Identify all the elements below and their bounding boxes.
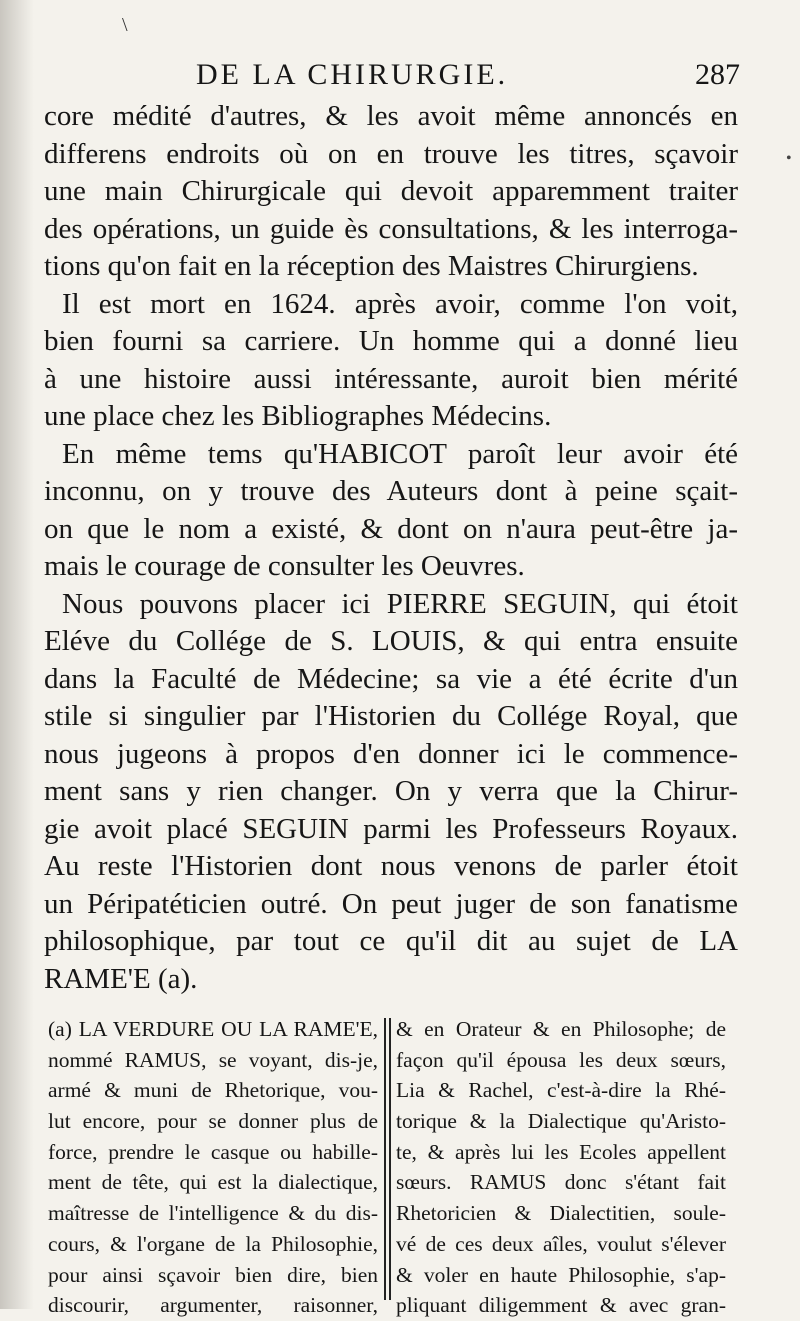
text-line: on que le nom a existé, & dont on n'aura peut-être ja- [44,512,738,545]
text-line: Au reste l'Historien dont nous venons de parler étoit [44,850,738,882]
text-line: bien fourni sa carriere. Un homme qui a donné lieu [44,325,738,357]
text-line: Eléve du Collége de S. LOUIS, & qui entra ensuite [44,625,738,657]
text-line: philosophique, par tout ce qu'il dit au sujet de LA [44,925,738,957]
footnote-column-left [48,1014,378,1321]
text-line: Nous pouvons placer ici PIERRE SEGUIN, qui étoit [62,587,738,620]
footnote-line: force, prendre le casque ou habille- [48,1139,378,1164]
footnote [44,1014,744,1318]
text-line: une main Chirurgicale qui devoit apparemment traiter [44,175,738,207]
text-line: des opérations, un guide ès consultations, & les interroga- [44,212,738,245]
running-head: DE LA CHIRURGIE. [196,58,509,91]
footnote-line: cours, & l'organe de la Philosophie, [48,1231,378,1256]
footnote-line: Lia & Rachel, c'est-à-dire la Rhé- [396,1078,726,1103]
footnote-line: lut encore, pour se donner plus de [48,1109,378,1134]
page-number: 287 [695,58,740,91]
footnote-line: maîtresse de l'intelligence & du dis- [48,1201,378,1226]
text-line: un Péripatéticien outré. On peut juger de son fanatisme [44,887,738,920]
footnote-line: (a) LA VERDURE OU LA RAME'E, [48,1017,378,1041]
footnote-line: armé & muni de Rhetorique, vou- [48,1078,378,1103]
footnote-line: Rhetoricien & Dialectitien, soule- [396,1201,726,1226]
text-line: mais le courage de consulter les Oeuvres. [44,550,525,582]
stray-print-mark: \ [122,14,128,36]
text-line: Il est mort en 1624. après avoir, comme l'on voit, [62,287,738,320]
footnote-line: pliquant diligemment & avec gran- [396,1293,726,1318]
footnote-line: pour ainsi sçavoir bien dire, bien [48,1262,378,1287]
text-line: RAME'E (a). [44,962,198,995]
footnote-column-right [396,1014,726,1321]
binding-shadow [0,0,34,1309]
text-line: differens endroits où on en trouve les titres, sçavoir [44,137,738,170]
footnote-line: & voler en haute Philosophie, s'ap- [396,1262,726,1287]
footnote-line: ment de tête, qui est la dialectique, [48,1170,378,1195]
footnote-line: nommé RAMUS, se voyant, dis-je, [48,1047,378,1072]
footnote-line: te, & après lui les Ecoles appellent [396,1139,726,1164]
footnote-line: vé de ces deux aîles, voulut s'élever [396,1231,726,1256]
footnote-line: sœurs. RAMUS donc s'étant fait [396,1170,726,1195]
footnote-line: & en Orateur & en Philosophe; de [396,1017,726,1041]
footnote-line: discourir, argumenter, raisonner, [48,1293,378,1318]
text-line: dans la Faculté de Médecine; sa vie a été écrite d'un [44,662,738,695]
text-line: une place chez les Bibliographes Médecins. [44,400,552,432]
text-line: stile si singulier par l'Historien du Collége Royal, que [44,700,738,732]
main-text [44,98,738,998]
footnote-line: torique & la Dialectique qu'Aristo- [396,1109,726,1134]
footnote-line: façon qu'il épousa les deux sœurs, [396,1047,726,1072]
text-line: à une histoire aussi intéressante, auroit bien mérité [44,362,738,395]
text-line: tions qu'on fait en la réception des Maistres Chirurgiens. [44,250,699,282]
text-line: nous jugeons à propos d'en donner ici le commence- [44,737,738,770]
text-line: gie avoit placé SEGUIN parmi les Professeurs Royaux. [44,812,738,845]
column-rule [389,1018,391,1300]
text-line: inconnu, on y trouve des Auteurs dont à peine sçait- [44,475,738,507]
text-line: core médité d'autres, & les avoit même annoncés en [44,100,738,132]
text-line: En même tems qu'HABICOT paroît leur avoir été [62,437,738,470]
column-rule [384,1018,386,1300]
text-line: ment sans y rien changer. On y verra que la Chirur- [44,775,738,807]
edge-speck: • [786,150,792,167]
